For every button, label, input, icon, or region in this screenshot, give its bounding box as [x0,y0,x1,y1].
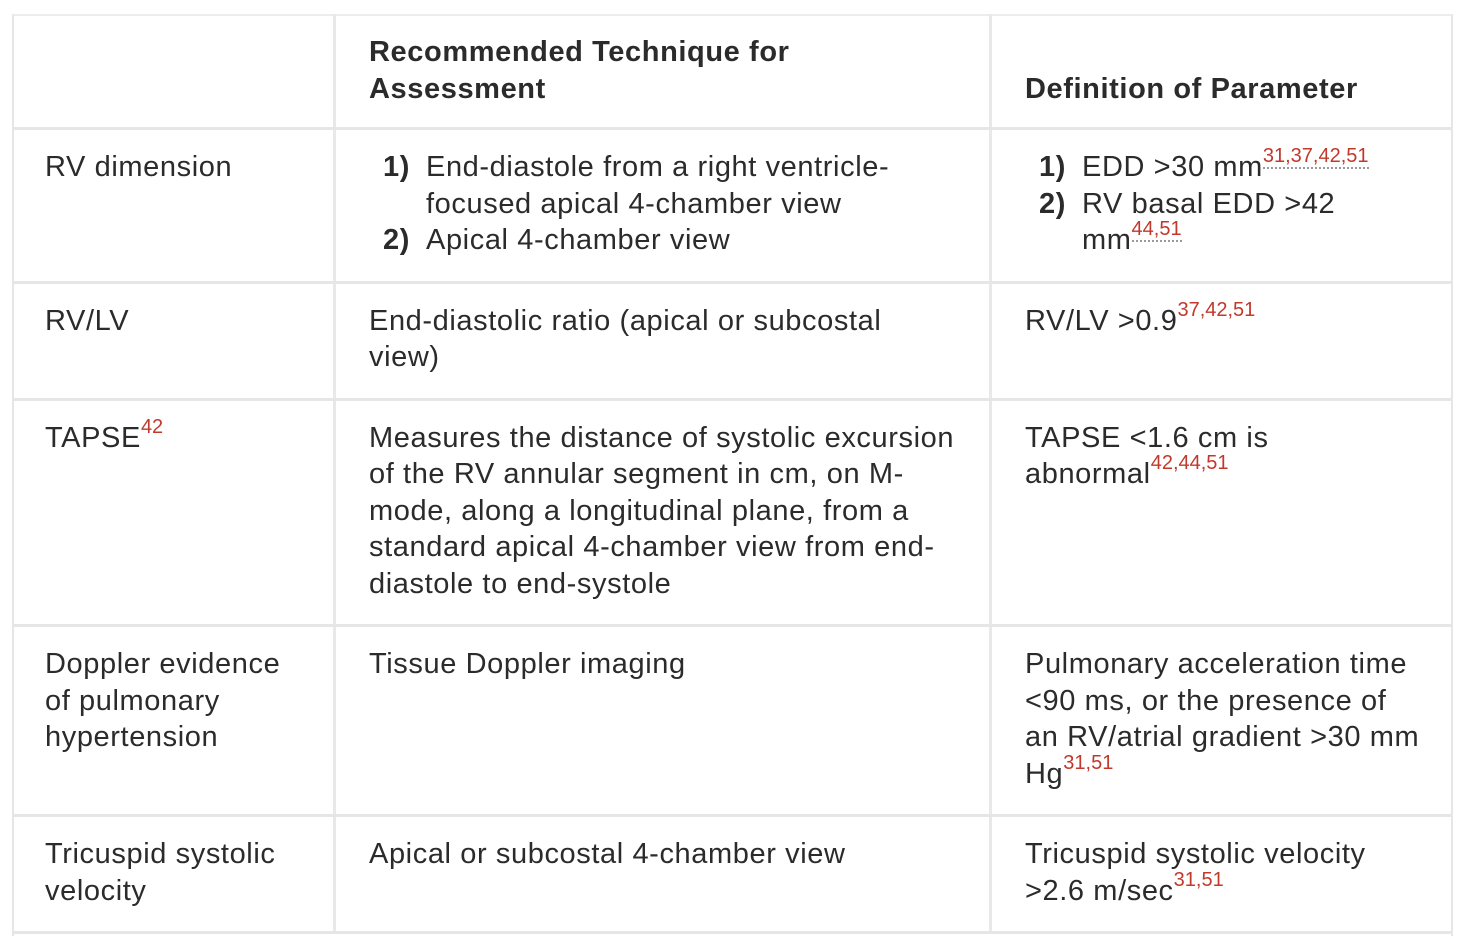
definition-text: Tricuspid systolic velocity >2.6 m/sec [1025,838,1366,907]
list-item [369,222,959,259]
table-row [12,816,1451,933]
reference-link[interactable]: 44,51 [1131,218,1182,240]
parameter-cell: RV dimension [12,129,335,283]
technique-cell: Apical or subcostal 4-chamber view [335,816,991,933]
list-text: EDD >30 mm [1082,151,1263,183]
definition-list [1025,145,1421,259]
definition-cell [991,129,1452,283]
parameter-cell: Doppler evidence of pulmonary hypertension [12,626,335,816]
header-technique: Recommended Technique for Assessment [335,14,991,129]
rv-assessment-table [12,14,1451,934]
definition-cell [991,626,1452,816]
list-item [369,149,959,222]
parameter-cell: Tricuspid systolic velocity [12,816,335,933]
table-row [12,129,1451,283]
parameter-cell: RV/LV [12,282,335,399]
reference-link[interactable]: 31,51 [1173,868,1224,891]
technique-cell: Measures the distance of systolic excursion of the RV annular segment in cm, on M-mode, along a longitudinal plane, from a standard apical 4-chamber view from end-diastole to end-systole [335,399,991,626]
technique-cell: End-diastolic ratio (apical or subcostal view) [335,282,991,399]
definition-text: TAPSE <1.6 cm is abnormal [1025,421,1269,490]
reference-link[interactable]: 31,51 [1063,751,1114,774]
parameter-text: TAPSE [45,421,141,454]
technique-cell [335,129,991,283]
list-text: Apical 4-chamber view [426,224,731,256]
definition-text: Pulmonary acceleration time <90 ms, or the presence of an RV/atrial gradient >30 mm Hg [1025,648,1420,790]
list-text: RV basal EDD >42 mm [1082,187,1336,256]
reference-link[interactable]: 37,42,51 [1177,298,1256,321]
list-text: End-diastole from a right ventricle-focused apical 4-chamber view [426,151,890,220]
list-number: 1) [383,151,410,183]
list-item [1025,186,1421,259]
table-row [12,282,1451,399]
reference-link[interactable]: 42,44,51 [1150,452,1229,474]
definition-cell [991,399,1452,626]
list-item [1025,145,1421,186]
list-number: 1) [1039,151,1066,183]
definition-cell [991,282,1452,399]
parameter-cell [12,399,335,626]
technique-cell: Tissue Doppler imaging [335,626,991,816]
table-header-row [12,14,1451,129]
table-row [12,399,1451,626]
reference-link[interactable]: 31,37,42,51 [1262,145,1369,167]
table-row [12,626,1451,816]
header-parameter [12,14,335,129]
technique-list [369,149,959,259]
definition-text: RV/LV >0.9 [1025,304,1178,337]
header-definition: Definition of Parameter [991,14,1452,129]
list-number: 2) [1039,187,1066,220]
list-number: 2) [383,224,410,256]
reference-link[interactable]: 42 [140,415,164,438]
definition-cell [991,816,1452,933]
